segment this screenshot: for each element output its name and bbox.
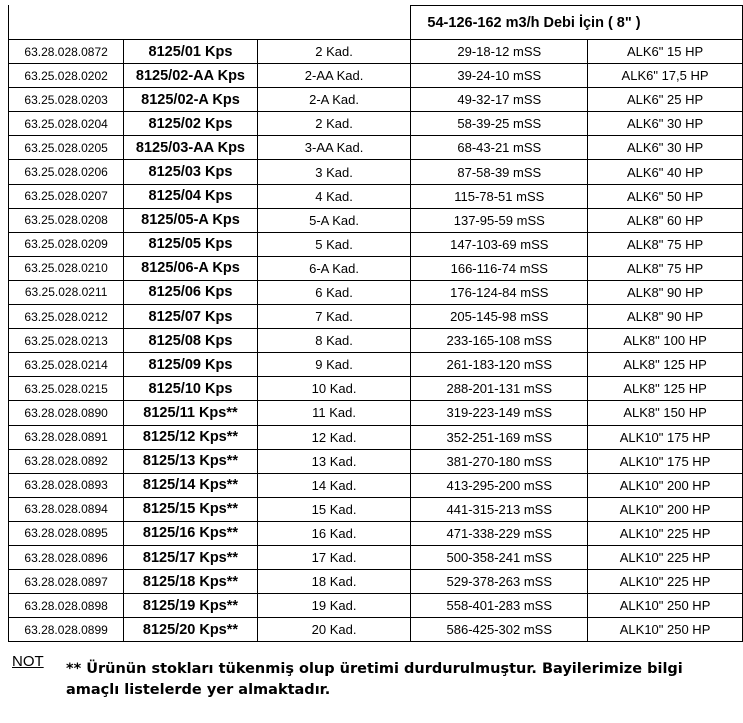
table-title: 54-126-162 m3/h Debi İçin ( 8" ) <box>411 6 743 40</box>
table-row <box>9 594 743 618</box>
model-cell: 8125/18 Kps** <box>124 570 257 594</box>
motor-cell: ALK6" 30 HP <box>588 136 743 160</box>
product-code-cell: 63.28.028.0892 <box>9 449 124 473</box>
motor-cell: ALK8" 60 HP <box>588 208 743 232</box>
stage-cell: 2 Kad. <box>257 112 411 136</box>
stage-cell: 10 Kad. <box>257 377 411 401</box>
table-row <box>9 136 743 160</box>
stage-cell: 6 Kad. <box>257 280 411 304</box>
motor-cell: ALK6" 17,5 HP <box>588 64 743 88</box>
motor-cell: ALK8" 75 HP <box>588 256 743 280</box>
motor-cell: ALK8" 75 HP <box>588 232 743 256</box>
table-row <box>9 280 743 304</box>
motor-cell: ALK8" 90 HP <box>588 305 743 329</box>
stage-cell: 20 Kad. <box>257 618 411 642</box>
motor-cell: ALK10" 225 HP <box>588 521 743 545</box>
stage-cell: 14 Kad. <box>257 473 411 497</box>
model-cell: 8125/15 Kps** <box>124 497 257 521</box>
model-cell: 8125/06-A Kps <box>124 256 257 280</box>
head-values-cell: 288-201-131 mSS <box>411 377 588 401</box>
stage-cell: 17 Kad. <box>257 545 411 569</box>
head-values-cell: 233-165-108 mSS <box>411 329 588 353</box>
product-code-cell: 63.28.028.0896 <box>9 545 124 569</box>
product-code-cell: 63.25.028.0203 <box>9 88 124 112</box>
stage-cell: 19 Kad. <box>257 594 411 618</box>
product-code-cell: 63.25.028.0209 <box>9 232 124 256</box>
head-values-cell: 471-338-229 mSS <box>411 521 588 545</box>
table-row <box>9 473 743 497</box>
pump-table <box>8 5 743 642</box>
model-cell: 8125/20 Kps** <box>124 618 257 642</box>
model-cell: 8125/13 Kps** <box>124 449 257 473</box>
product-code-cell: 63.25.028.0210 <box>9 256 124 280</box>
pump-table-body <box>9 6 743 642</box>
product-code-cell: 63.25.028.0202 <box>9 64 124 88</box>
model-cell: 8125/07 Kps <box>124 305 257 329</box>
stage-cell: 13 Kad. <box>257 449 411 473</box>
product-code-cell: 63.25.028.0204 <box>9 112 124 136</box>
model-cell: 8125/04 Kps <box>124 184 257 208</box>
motor-cell: ALK6" 15 HP <box>588 40 743 64</box>
product-code-cell: 63.28.028.0891 <box>9 425 124 449</box>
table-row <box>9 545 743 569</box>
motor-cell: ALK6" 40 HP <box>588 160 743 184</box>
motor-cell: ALK10" 225 HP <box>588 545 743 569</box>
stage-cell: 15 Kad. <box>257 497 411 521</box>
table-row <box>9 570 743 594</box>
model-cell: 8125/14 Kps** <box>124 473 257 497</box>
product-code-cell: 63.25.028.0211 <box>9 280 124 304</box>
head-values-cell: 529-378-263 mSS <box>411 570 588 594</box>
head-values-cell: 49-32-17 mSS <box>411 88 588 112</box>
table-row <box>9 377 743 401</box>
product-code-cell: 63.28.028.0894 <box>9 497 124 521</box>
product-code-cell: 63.25.028.0207 <box>9 184 124 208</box>
head-values-cell: 87-58-39 mSS <box>411 160 588 184</box>
note-text: ** Ürünün stokları tükenmiş olup üretimi durdurulmuştur. Bayilerimize bilgi amaçlı listelerde yer almaktadır. <box>66 661 683 698</box>
note-label: NOT <box>12 653 44 670</box>
model-cell: 8125/16 Kps** <box>124 521 257 545</box>
model-cell: 8125/02 Kps <box>124 112 257 136</box>
header-blank-cell <box>257 6 411 40</box>
motor-cell: ALK8" 150 HP <box>588 401 743 425</box>
model-cell: 8125/11 Kps** <box>124 401 257 425</box>
model-cell: 8125/09 Kps <box>124 353 257 377</box>
header-blank-cell <box>124 6 257 40</box>
stage-cell: 5 Kad. <box>257 232 411 256</box>
motor-cell: ALK8" 90 HP <box>588 280 743 304</box>
model-cell: 8125/03 Kps <box>124 160 257 184</box>
stage-cell: 2-A Kad. <box>257 88 411 112</box>
product-code-cell: 63.28.028.0872 <box>9 40 124 64</box>
product-code-cell: 63.25.028.0215 <box>9 377 124 401</box>
model-cell: 8125/02-A Kps <box>124 88 257 112</box>
model-cell: 8125/10 Kps <box>124 377 257 401</box>
table-row <box>9 401 743 425</box>
product-code-cell: 63.28.028.0899 <box>9 618 124 642</box>
head-values-cell: 147-103-69 mSS <box>411 232 588 256</box>
stage-cell: 11 Kad. <box>257 401 411 425</box>
product-code-cell: 63.25.028.0213 <box>9 329 124 353</box>
motor-cell: ALK10" 200 HP <box>588 473 743 497</box>
head-values-cell: 319-223-149 mSS <box>411 401 588 425</box>
table-row <box>9 160 743 184</box>
head-values-cell: 205-145-98 mSS <box>411 305 588 329</box>
table-row <box>9 449 743 473</box>
head-values-cell: 586-425-302 mSS <box>411 618 588 642</box>
product-code-cell: 63.28.028.0893 <box>9 473 124 497</box>
product-code-cell: 63.25.028.0212 <box>9 305 124 329</box>
motor-cell: ALK6" 50 HP <box>588 184 743 208</box>
stage-cell: 4 Kad. <box>257 184 411 208</box>
motor-cell: ALK10" 175 HP <box>588 425 743 449</box>
stage-cell: 12 Kad. <box>257 425 411 449</box>
stage-cell: 7 Kad. <box>257 305 411 329</box>
head-values-cell: 261-183-120 mSS <box>411 353 588 377</box>
motor-cell: ALK10" 200 HP <box>588 497 743 521</box>
head-values-cell: 413-295-200 mSS <box>411 473 588 497</box>
motor-cell: ALK8" 125 HP <box>588 353 743 377</box>
motor-cell: ALK8" 125 HP <box>588 377 743 401</box>
motor-cell: ALK10" 250 HP <box>588 594 743 618</box>
product-code-cell: 63.25.028.0205 <box>9 136 124 160</box>
table-row <box>9 521 743 545</box>
model-cell: 8125/12 Kps** <box>124 425 257 449</box>
stage-cell: 3 Kad. <box>257 160 411 184</box>
model-cell: 8125/17 Kps** <box>124 545 257 569</box>
table-row <box>9 329 743 353</box>
model-cell: 8125/08 Kps <box>124 329 257 353</box>
model-cell: 8125/01 Kps <box>124 40 257 64</box>
head-values-cell: 558-401-283 mSS <box>411 594 588 618</box>
motor-cell: ALK10" 250 HP <box>588 618 743 642</box>
product-code-cell: 63.28.028.0897 <box>9 570 124 594</box>
table-row <box>9 305 743 329</box>
table-row <box>9 618 743 642</box>
head-values-cell: 68-43-21 mSS <box>411 136 588 160</box>
stage-cell: 3-AA Kad. <box>257 136 411 160</box>
stage-cell: 2 Kad. <box>257 40 411 64</box>
table-row <box>9 497 743 521</box>
motor-cell: ALK8" 100 HP <box>588 329 743 353</box>
stage-cell: 2-AA Kad. <box>257 64 411 88</box>
stage-cell: 18 Kad. <box>257 570 411 594</box>
head-values-cell: 381-270-180 mSS <box>411 449 588 473</box>
stage-cell: 6-A Kad. <box>257 256 411 280</box>
head-values-cell: 29-18-12 mSS <box>411 40 588 64</box>
model-cell: 8125/19 Kps** <box>124 594 257 618</box>
stage-cell: 5-A Kad. <box>257 208 411 232</box>
head-values-cell: 500-358-241 mSS <box>411 545 588 569</box>
table-row <box>9 232 743 256</box>
table-header-row <box>9 6 743 40</box>
stage-cell: 8 Kad. <box>257 329 411 353</box>
model-cell: 8125/05-A Kps <box>124 208 257 232</box>
table-row <box>9 88 743 112</box>
head-values-cell: 352-251-169 mSS <box>411 425 588 449</box>
table-row <box>9 112 743 136</box>
head-values-cell: 58-39-25 mSS <box>411 112 588 136</box>
model-cell: 8125/03-AA Kps <box>124 136 257 160</box>
stage-cell: 16 Kad. <box>257 521 411 545</box>
model-cell: 8125/06 Kps <box>124 280 257 304</box>
table-row <box>9 208 743 232</box>
product-code-cell: 63.28.028.0895 <box>9 521 124 545</box>
motor-cell: ALK10" 175 HP <box>588 449 743 473</box>
head-values-cell: 39-24-10 mSS <box>411 64 588 88</box>
header-blank-cell <box>9 6 124 40</box>
head-values-cell: 137-95-59 mSS <box>411 208 588 232</box>
model-cell: 8125/02-AA Kps <box>124 64 257 88</box>
head-values-cell: 166-116-74 mSS <box>411 256 588 280</box>
table-row <box>9 425 743 449</box>
table-row <box>9 353 743 377</box>
product-code-cell: 63.28.028.0890 <box>9 401 124 425</box>
product-code-cell: 63.25.028.0208 <box>9 208 124 232</box>
table-row <box>9 256 743 280</box>
product-code-cell: 63.28.028.0898 <box>9 594 124 618</box>
head-values-cell: 441-315-213 mSS <box>411 497 588 521</box>
stage-cell: 9 Kad. <box>257 353 411 377</box>
model-cell: 8125/05 Kps <box>124 232 257 256</box>
product-code-cell: 63.25.028.0214 <box>9 353 124 377</box>
table-row <box>9 40 743 64</box>
motor-cell: ALK6" 25 HP <box>588 88 743 112</box>
head-values-cell: 115-78-51 mSS <box>411 184 588 208</box>
table-row <box>9 184 743 208</box>
head-values-cell: 176-124-84 mSS <box>411 280 588 304</box>
table-row <box>9 64 743 88</box>
motor-cell: ALK6" 30 HP <box>588 112 743 136</box>
motor-cell: ALK10" 225 HP <box>588 570 743 594</box>
product-code-cell: 63.25.028.0206 <box>9 160 124 184</box>
